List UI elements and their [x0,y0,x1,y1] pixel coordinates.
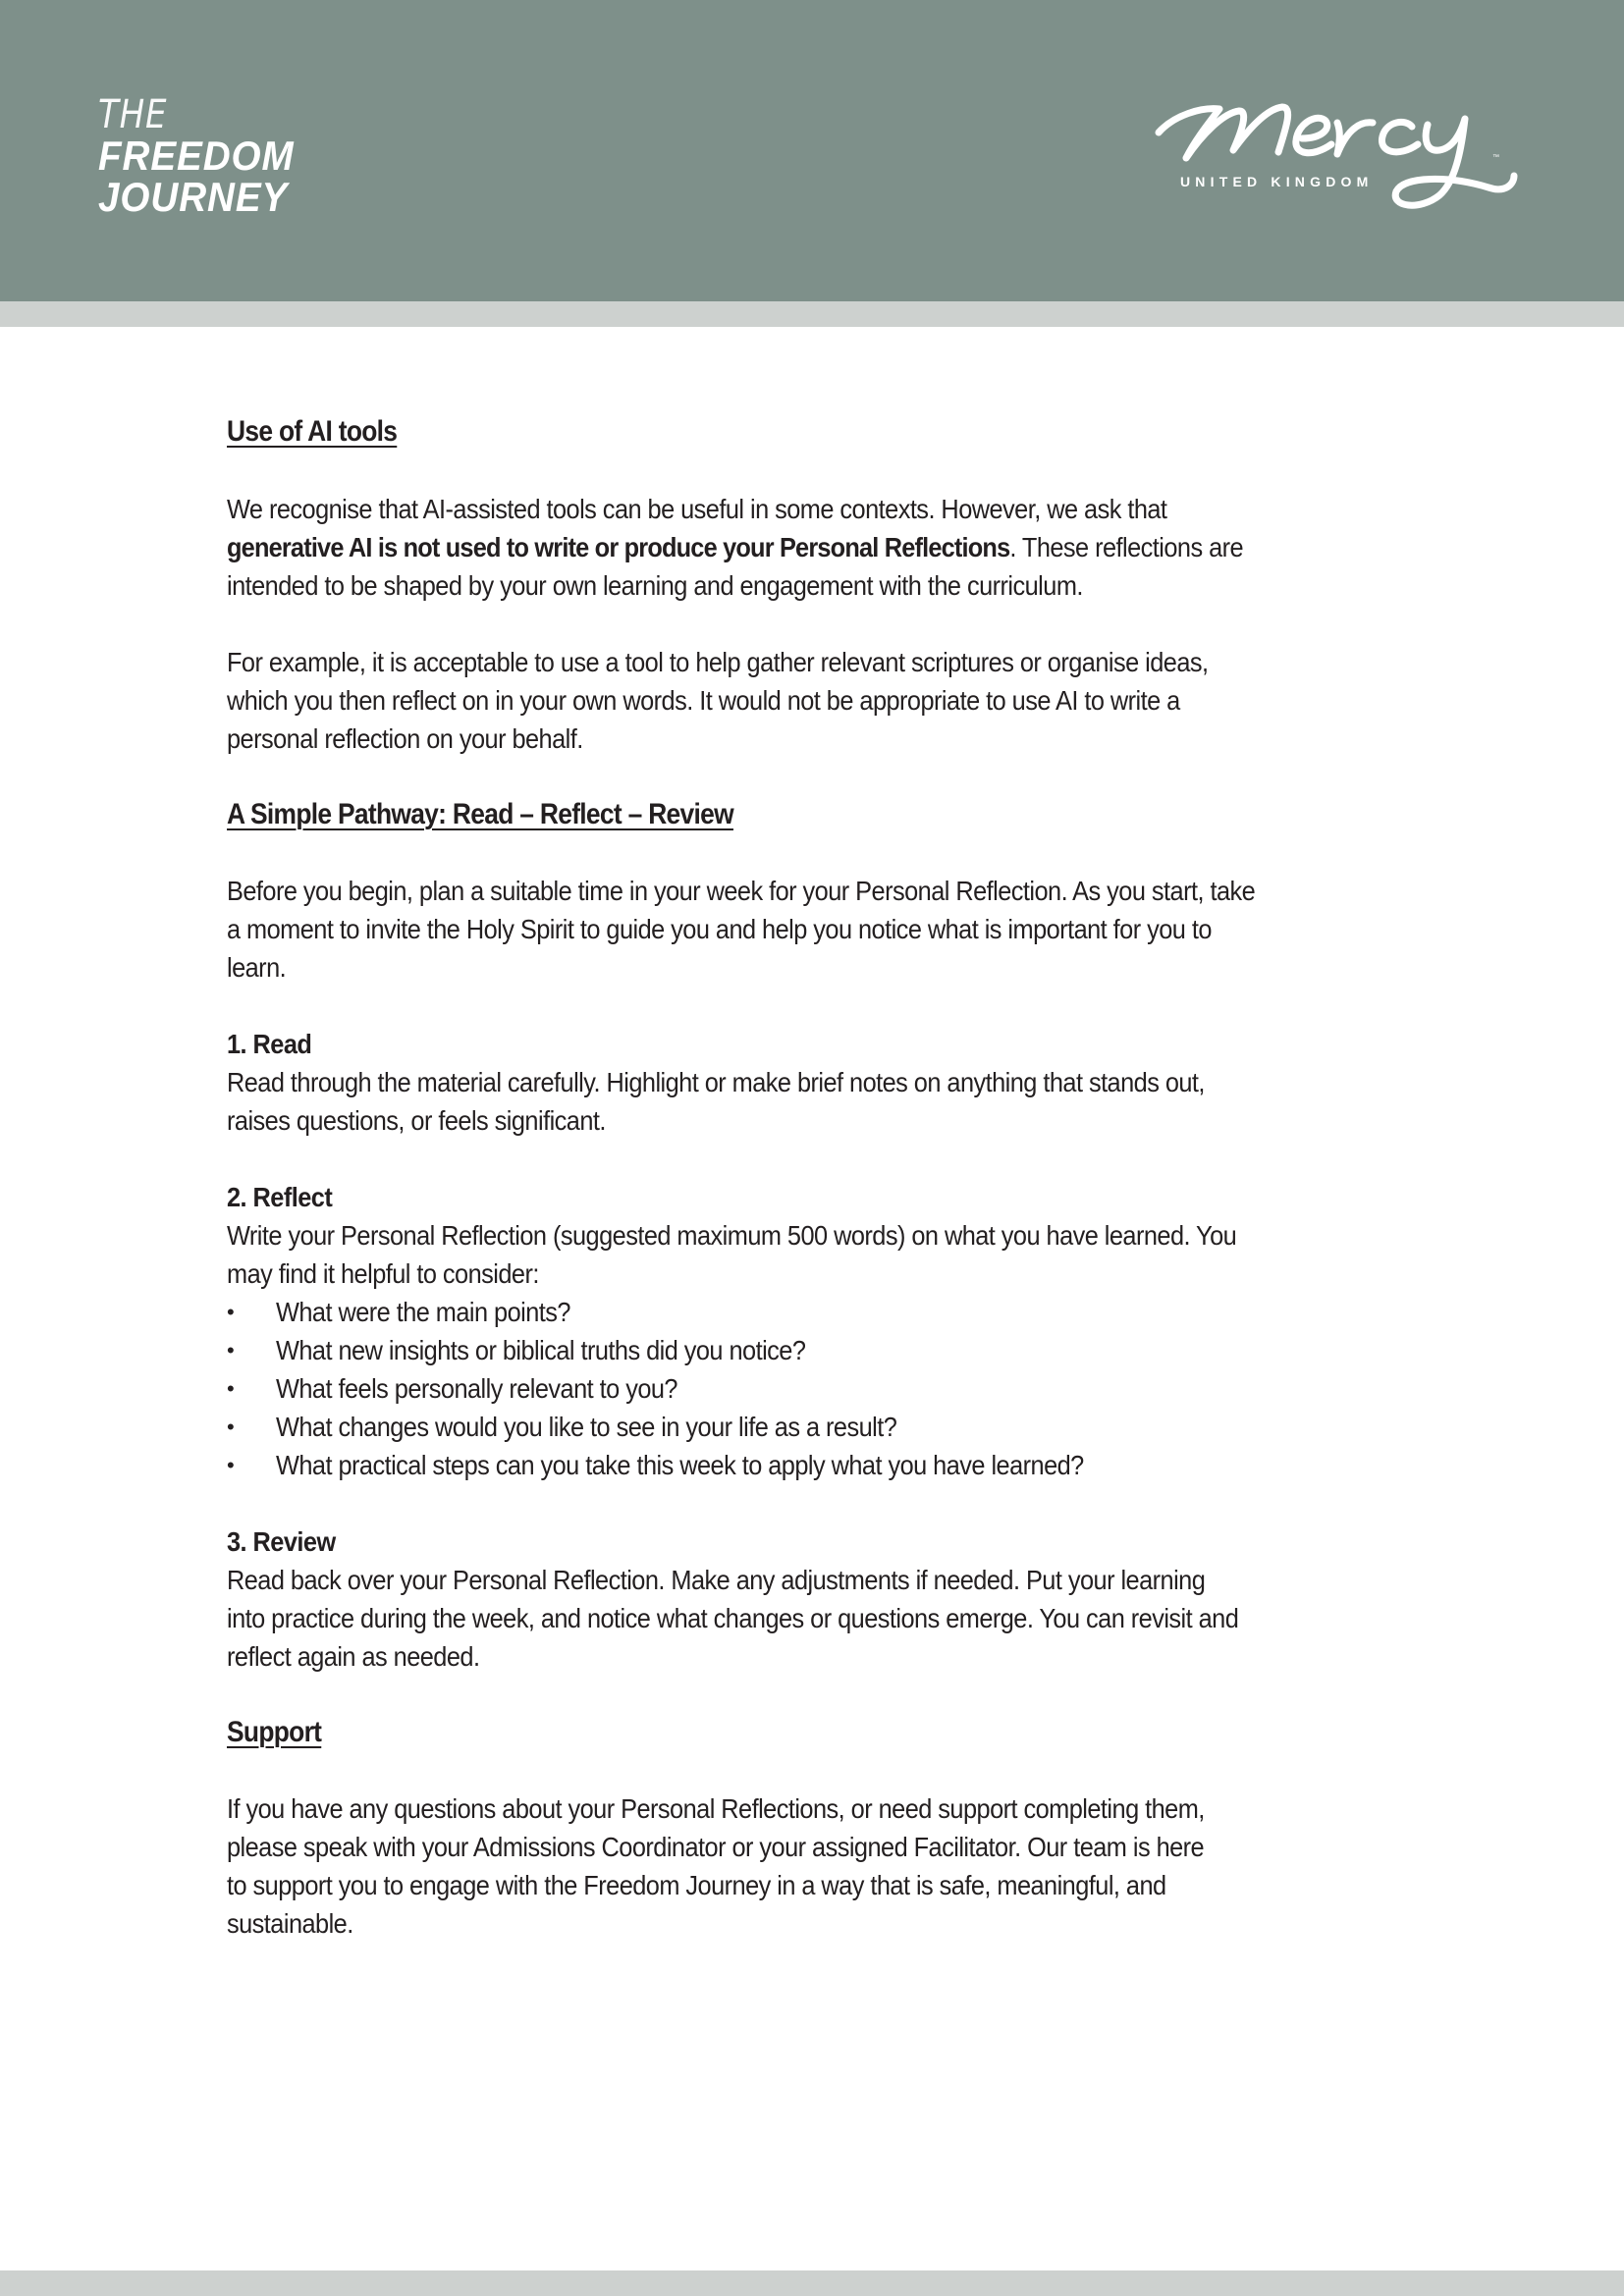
logo-journey: JOURNEY [98,174,289,220]
support-line2: please speak with your Admissions Coordinator or your assigned Facilitator. Our team is here [227,1832,1205,1862]
heading-pathway: A Simple Pathway: Read – Reflect – Review [227,798,733,830]
ai-p1-line2-rest: . These reflections are [1009,532,1244,562]
mercy-wordmark-icon [1155,93,1533,231]
freedom-journey-logo [98,94,311,218]
heading-support: Support [227,1716,322,1748]
step-reflect-line2: may find it helpful to consider: [227,1258,539,1289]
bullet-text: What practical steps can you take this week to apply what you have learned? [276,1450,1084,1480]
mercy-uk-logo [1155,93,1533,231]
heading-ai-tools: Use of AI tools [227,415,398,448]
bullet-icon: • [227,1453,235,1477]
footer-band [0,2270,1624,2296]
pathway-intro-line1: Before you begin, plan a suitable time in your week for your Personal Reflection. As you start, take [227,876,1256,906]
step-read-line2: raises questions, or feels significant. [227,1105,606,1136]
logo-freedom: FREEDOM [98,133,295,179]
list-item [227,1331,1405,1369]
ai-p1-bold: generative AI is not used to write or produce your Personal Reflections [227,532,1010,562]
bullet-text: What new insights or biblical truths did you notice? [276,1335,806,1365]
header-divider-band [0,301,1624,327]
ai-p1-line3: intended to be shaped by your own learning and engagement with the curriculum. [227,570,1083,601]
step-review-title: 3. Review [227,1526,336,1557]
bullet-icon: • [227,1415,235,1439]
bullet-icon: • [227,1338,235,1362]
list-item [227,1446,1405,1484]
ai-p1-line1: We recognise that AI-assisted tools can be useful in some contexts. However, we ask that [227,494,1167,524]
ai-p1-line2 [227,528,1243,566]
page-header [0,0,1624,301]
support-line1: If you have any questions about your Personal Reflections, or need support completing them, [227,1793,1205,1824]
list-item [227,1293,1405,1331]
bullet-icon: • [227,1300,235,1324]
step-reflect-title: 2. Reflect [227,1182,333,1212]
bullet-text: What were the main points? [276,1297,570,1327]
ai-p2-line3: personal reflection on your behalf. [227,723,583,754]
step-review-line1: Read back over your Personal Reflection. Make any adjustments if needed. Put your learning [227,1565,1206,1595]
list-item [227,1369,1405,1408]
step-reflect-line1: Write your Personal Reflection (suggested maximum 500 words) on what you have learned. You [227,1220,1237,1251]
step-review-line2: into practice during the week, and notice what changes or questions emerge. You can revisit and [227,1603,1239,1633]
logo-subtitle: UNITED KINGDOM [1180,174,1374,189]
trademark-symbol: ™ [1492,154,1499,161]
bullet-text: What feels personally relevant to you? [276,1373,677,1404]
step-read-line1: Read through the material carefully. Highlight or make brief notes on anything that stands out, [227,1067,1205,1097]
pathway-intro-line3: learn. [227,952,287,983]
bullet-icon: • [227,1376,235,1401]
support-line4: sustainable. [227,1908,353,1939]
list-item [227,1408,1405,1446]
bullet-text: What changes would you like to see in your life as a result? [276,1412,897,1442]
support-line3: to support you to engage with the Freedom Journey in a way that is safe, meaningful, and [227,1870,1166,1900]
logo-the: THE [98,92,168,137]
ai-p2-line1: For example, it is acceptable to use a tool to help gather relevant scriptures or organise ideas, [227,647,1209,677]
step-review-line3: reflect again as needed. [227,1641,480,1672]
step-read-title: 1. Read [227,1029,312,1059]
pathway-intro-line2: a moment to invite the Holy Spirit to guide you and help you notice what is important for you to [227,914,1212,944]
ai-p2-line2: which you then reflect on in your own words. It would not be appropriate to use AI to write a [227,685,1180,716]
